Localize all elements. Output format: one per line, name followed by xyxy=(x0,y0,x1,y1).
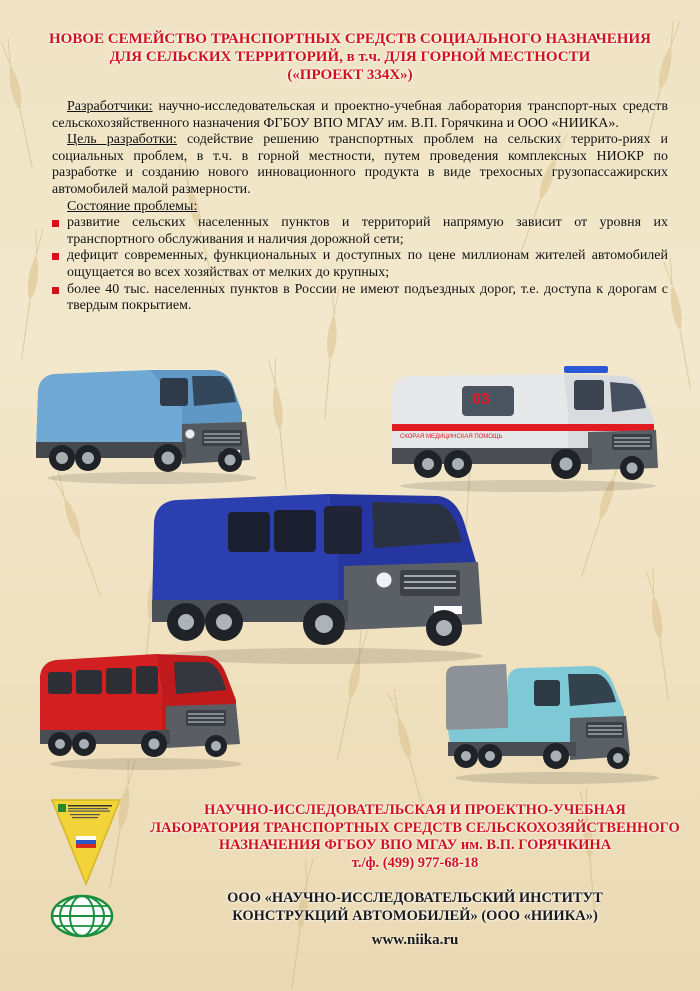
developers-label: Разработчики: xyxy=(67,99,153,114)
ambulance-image xyxy=(388,364,663,494)
website-link[interactable]: www.niika.ru xyxy=(371,932,459,948)
lab-line-3: НАЗНАЧЕНИЯ ФГБОУ ВПО МГАУ им. В.П. ГОРЯЧКИНА xyxy=(218,837,612,853)
ambulance-number: 03 xyxy=(472,391,490,408)
title-line-3: («ПРОЕКТ 334Х») xyxy=(287,67,413,83)
title-line-1: НОВОЕ СЕМЕЙСТВО ТРАНСПОРТНЫХ СРЕДСТВ СОЦИАЛЬНОГО НАЗНАЧЕНИЯ xyxy=(49,31,651,47)
lab-phone: т./ф. (499) 977-68-18 xyxy=(351,854,479,871)
problem-item: развитие сельских населенных пунктов и территорий напрямую зависит от уровня их транспортного обслуживания и наличия дорожной сети; xyxy=(52,215,668,248)
intro-text xyxy=(52,99,668,315)
laboratory-contact xyxy=(140,802,690,872)
developers-text: научно-исследовательская и проектно-учебная лаборатория транспорт-ных средств сельскохозяйственного назначения ФГБОУ ВПО МГАУ им. В.П. Горячкина и ООО «НИИКА». xyxy=(52,99,668,131)
niika-line-2: КОНСТРУКЦИЙ АВТОМОБИЛЕЙ» (ООО «НИИКА») xyxy=(232,908,598,924)
red-minibus-image xyxy=(36,648,246,773)
problem-heading: Состояние проблемы: xyxy=(67,198,198,214)
developers-paragraph xyxy=(52,99,668,132)
poster-title xyxy=(20,30,680,84)
goal-label: Цель разработки: xyxy=(67,132,177,148)
niika-line-1: ООО «НАУЧНО-ИССЛЕДОВАТЕЛЬСКИЙ ИНСТИТУТ xyxy=(227,890,603,906)
niika-name xyxy=(140,889,690,925)
goal-paragraph xyxy=(52,132,668,198)
laboratory-logo xyxy=(50,798,122,886)
lab-line-1: НАУЧНО-ИССЛЕДОВАТЕЛЬСКАЯ И ПРОЕКТНО-УЧЕБНАЯ xyxy=(204,802,626,818)
turquoise-truck-image xyxy=(442,658,662,788)
niika-logo xyxy=(50,894,114,938)
lab-line-2: ЛАБОРАТОРИЯ ТРАНСПОРТНЫХ СРЕДСТВ СЕЛЬСКОХОЗЯЙСТВЕННОГО xyxy=(150,819,680,836)
problem-list xyxy=(52,215,668,315)
problem-item: дефицит современных, функциональных и доступных по цене миллионам жителей автомобилей ощущается во всех хозяйствах от мелких до крупных; xyxy=(52,248,668,281)
blue-minibus-image xyxy=(148,482,490,667)
title-line-2: ДЛЯ СЕЛЬСКИХ ТЕРРИТОРИЙ, в т.ч. ДЛЯ ГОРНОЙ МЕСТНОСТИ xyxy=(109,49,591,65)
ambulance-stripe-text: СКОРАЯ МЕДИЦИНСКАЯ ПОМОЩЬ xyxy=(400,434,503,440)
light-blue-van-image xyxy=(32,362,262,487)
goal-text: содействие решению транспортных проблем на сельских террито-риях и социальных проблем, в т.ч. в горной местности, путем проведения комплексных НИОКР по разработке и созданию нового инновационного продукта в виде трехосных грузопассажирских автомобилей малой размерности. xyxy=(52,132,668,197)
problem-item: более 40 тыс. населенных пунктов в России не имеют подъездных дорог, т.е. доступа к дорогам с твердым покрытием. xyxy=(52,282,668,315)
